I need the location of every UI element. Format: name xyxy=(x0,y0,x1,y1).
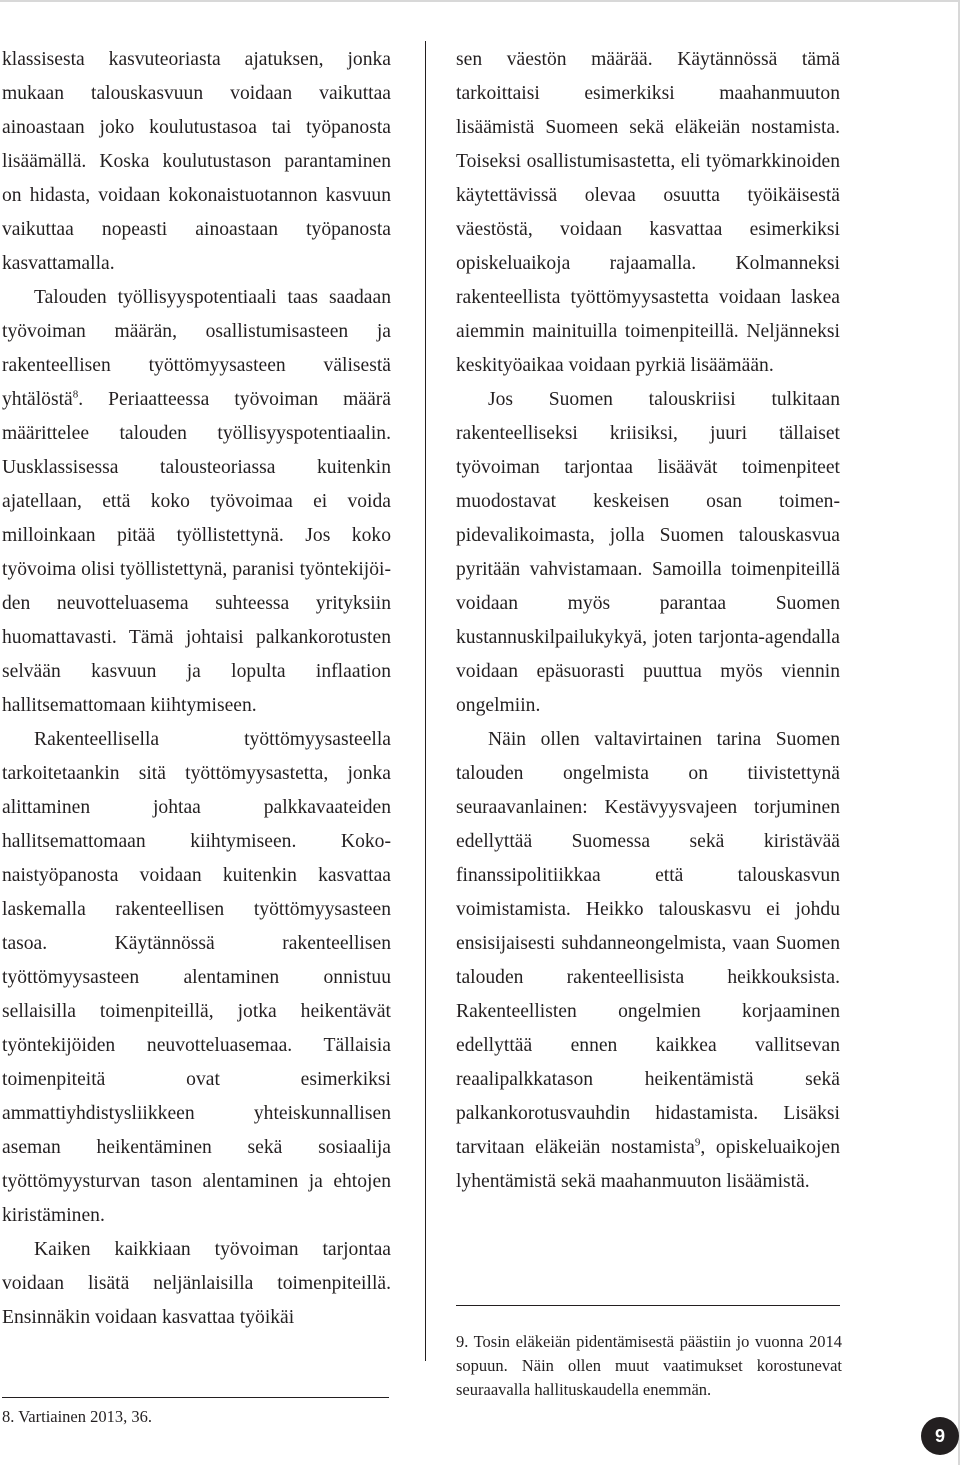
paragraph xyxy=(2,281,391,723)
page-top-edge xyxy=(0,0,960,2)
paragraph xyxy=(456,723,840,1199)
paragraph: Kaiken kaikkiaan työvoiman tarjontaa voidaan lisätä neljänlaisilla toimenpiteillä. Ensinnäkin voidaan kasvattaa työikäi xyxy=(2,1239,391,1328)
footnote: 9. Tosin eläkeiän pidentämisestä päästiin jo vuonna 2014 sopuun. Näin ollen muut vaatimukset korostunevat seuraavalla hallituskaudella enemmän. xyxy=(456,1332,842,1399)
paragraph: sen väestön määrää. Käytännössä tämä tarkoittaisi esimerkiksi maahanmuuton lisäämistä Suomeen sekä eläkeiän nostamista. Toiseksi osallistumisastetta, eli työmarkkinoiden käytettävissä olevaa osuutta työikäisestä väestöstä, voidaan kasvattaa esimerkiksi opiskeluaikoja rajaamalla. Kolmanneksi rakenteellista työttömyysastetta voidaan laskea aiemmin mainituilla toimenpiteillä. Neljänneksi keskityöaikaa voidaan pyrkiä lisäämään. xyxy=(456,49,840,376)
footnote-rule xyxy=(2,1397,389,1398)
left-text-column xyxy=(2,43,391,1335)
paragraph-text: Talouden työllisyyspotentiaali taas saadaan työvoiman määrän, osallistumisasteen ja rakenteellisen työttömyysasteen välisestä yhtälöstä xyxy=(2,287,391,410)
paragraph-text: . Periaatteessa työvoiman määrä määrittelee talouden työllisyyspotentiaalin. Uusklassisessa talousteoriassa kuitenkin ajatellaan, että koko työvoimaa ei voida milloinkaan pitää työllistettynä. Jos koko työvoima olisi työllistettynä, paranisi työntekijöiden neuvotteluasema suhteessa yrityksiin huomattavasti. Tämä johtaisi palkankorotusten selvään kasvuun ja lopulta inflaation hallitsemattomaan kiihtymiseen. xyxy=(2,389,391,716)
footnote-rule xyxy=(456,1305,840,1306)
paragraph: Rakenteellisella työttömyysasteella tarkoitetaankin sitä työttömyysastetta, jonka alittaminen johtaa palkkavaateiden hallitsemattomaan kiihtymiseen. Kokonaistyöpanosta voidaan kuitenkin kasvattaa laskemalla rakenteellisen työttömyysasteen tasoa. Käytännössä rakenteellisen työttömyysasteen alentaminen onnistuu sellaisilla toimenpiteillä, jotka heikentävät työntekijöiden neuvotteluasemaa. Tällaisia toimenpiteitä ovat esimerkiksi ammattiyhdistysliikkeen yhteiskunnallisen aseman heikentäminen sekä sosiaalija työttömyysturvan tason alentaminen ja ehtojen kiristäminen. xyxy=(2,729,391,1226)
footnote-marker: 8 xyxy=(72,388,79,401)
footnote-marker: 9 xyxy=(694,1136,701,1149)
right-text-column xyxy=(456,43,840,1199)
paragraph: klassisesta kasvuteoriasta ajatuksen, jonka mukaan talouskasvuun voidaan vaikuttaa ainoastaan joko koulutustasoa tai työpanosta lisäämällä. Koska koulutustason parantaminen on hidasta, voidaan kokonaistuotannon kasvuun vaikuttaa nopeasti ainoastaan työpanosta kasvattamalla. xyxy=(2,49,391,274)
footnote: 8. Vartiainen 2013, 36. xyxy=(2,1407,153,1426)
column-divider xyxy=(425,41,426,1361)
paragraph-text: , opiskeluaikojen lyhentämistä sekä maahanmuuton lisäämistä. xyxy=(456,1137,840,1192)
paragraph: Jos Suomen talouskriisi tulkitaan rakenteelliseksi kriisiksi, juuri tällaiset työvoiman tarjontaa lisäävät toimenpiteet muodostavat keskeisen osan toimenpidevalikoimasta, jolla Suomen talouskasvua pyritään vahvistamaan. Samoilla toimenpiteillä voidaan myös parantaa Suomen kustannuskilpailukykyä, joten tarjonta-agendalla voidaan epäsuorasti puuttua myös viennin ongelmiin. xyxy=(456,389,840,716)
paragraph-text: Näin ollen valtavirtainen tarina Suomen talouden ongelmista on tiivistettynä seuraavanlainen: Kestävyysvajeen torjuminen edellyttää Suomessa sekä kiristävää finanssipolitiikkaa että talouskasvun voimistamista. Heikko talouskasvu ei johdu ensisijaisesti suhdanneongelmista, vaan Suomen talouden rakenteellisista heikkouksista. Rakenteellisten ongelmien korjaaminen edellyttää ennen kaikkea vallitsevan reaalipalkkatason heikentämistä sekä palkankorotusvauhdin hidastamista. Lisäksi tarvitaan eläkeiän nostamista xyxy=(456,729,840,1158)
page-number-badge: 9 xyxy=(921,1417,959,1455)
